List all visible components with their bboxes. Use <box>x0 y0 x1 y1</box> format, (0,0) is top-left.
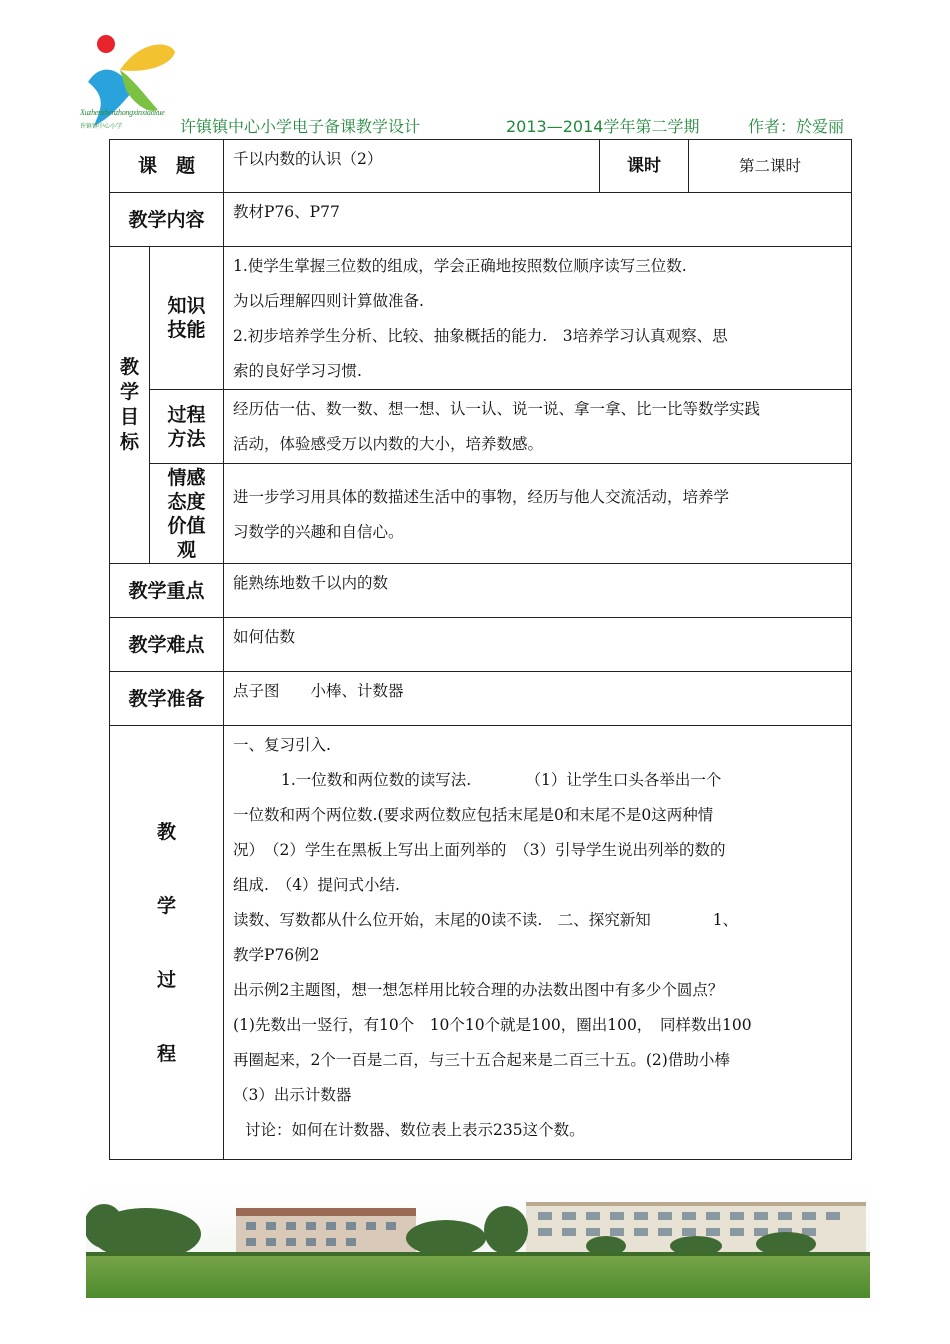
goal-label-attitude: 情感态度价值观 <box>150 464 224 564</box>
topic-label: 课 题 <box>110 140 224 193</box>
goal-line: 习数学的兴趣和自信心。 <box>233 522 404 541</box>
row-difficulty <box>110 618 852 672</box>
process-line: 组成. （4）提问式小结. <box>233 876 400 894</box>
goals-label: 教学目标 <box>110 247 150 564</box>
focus-value: 能熟练地数千以内的数 <box>224 564 852 618</box>
content-label: 教学内容 <box>110 193 224 247</box>
process-line: 出示例2主题图，想一想怎样用比较合理的办法数出图中有多少个圆点？ <box>233 981 724 999</box>
goal-line: 为以后理解四则计算做准备. <box>233 292 424 310</box>
goal-line: 1.使学生掌握三位数的组成，学会正确地按照数位顺序读写三位数. <box>233 257 687 275</box>
goal-line: 进一步学习用具体的数描述生活中的事物，经历与他人交流活动，培养学 <box>233 487 730 506</box>
process-line: 再圈起来，2个一百是二百，与三十五合起来是二百三十五。(2)借助小棒 <box>233 1051 730 1069</box>
goal-text-attitude <box>224 464 852 564</box>
difficulty-label: 教学难点 <box>110 618 224 672</box>
row-focus <box>110 564 852 618</box>
logo-red-dot <box>97 35 115 53</box>
page-header <box>180 114 870 138</box>
process-line: 一位数和两个两位数.(要求两位数应包括末尾是0和末尾不是0这两种情 <box>233 806 714 824</box>
goal-line: 经历估一估、数一数、想一想、认一认、说一说、拿一拿、比一比等数学实践 <box>233 400 761 418</box>
process-line: 教学P76例2 <box>233 946 320 964</box>
row-goal-process <box>110 390 852 464</box>
term-label: 2013—2014学年第二学期 <box>506 117 700 136</box>
process-text <box>224 726 852 1160</box>
goal-line: 2.初步培养学生分析、比较、抽象概括的能力. 3培养学习认真观察、思 <box>233 327 728 345</box>
row-process <box>110 726 852 1160</box>
goal-line: 索的良好学习习惯. <box>233 362 362 380</box>
row-prep <box>110 672 852 726</box>
doc-title: 许镇镇中心小学电子备课教学设计 <box>180 117 421 136</box>
goal-text-knowledge <box>224 247 852 390</box>
goal-line: 活动，体验感受万以内数的大小，培养数感。 <box>233 435 544 453</box>
process-line: 一、复习引入. <box>233 736 331 754</box>
difficulty-value: 如何估数 <box>224 618 852 672</box>
process-line: 1.一位数和两位数的读写法. （1）让学生口头各举出一个 <box>281 771 722 789</box>
goal-label-process: 过程方法 <box>150 390 224 464</box>
process-line: 讨论：如何在计数器、数位表上表示235这个数。 <box>245 1121 585 1139</box>
lesson-plan-table <box>109 139 852 1160</box>
process-line: 况） （2）学生在黑板上写出上面列举的 （3）引导学生说出列举的数的 <box>233 841 726 859</box>
process-line: (1)先数出一竖行，有10个 10个10个就是100，圈出100， 同样数出100 <box>233 1016 752 1034</box>
logo-caption-cn: 许镇镇中心小学 <box>80 123 123 130</box>
row-goal-attitude <box>110 464 852 564</box>
content-value: 教材P76、P77 <box>224 193 852 247</box>
author-label: 作者：於爱丽 <box>748 117 845 136</box>
process-line: （3）出示计数器 <box>233 1086 352 1104</box>
logo-caption-en: Xuzhenzhenzhongxinxiaoxue <box>80 108 165 117</box>
process-line: 读数、写数都从什么位开始，末尾的0读不读. 二、探究新知 1、 <box>233 911 739 929</box>
goal-label-knowledge: 知识技能 <box>150 247 224 390</box>
row-content <box>110 193 852 247</box>
prep-value: 点子图 小棒、计数器 <box>224 672 852 726</box>
campus-photo <box>86 1186 870 1298</box>
logo-yellow-wing <box>120 45 175 71</box>
row-goal-knowledge <box>110 247 852 390</box>
process-label: 教学过程 <box>110 726 224 1160</box>
topic-value: 千以内数的认识（2） <box>224 140 600 193</box>
prep-label: 教学准备 <box>110 672 224 726</box>
goal-text-process <box>224 390 852 464</box>
row-topic <box>110 140 852 193</box>
period-label: 课时 <box>600 140 689 193</box>
period-value: 第二课时 <box>689 140 852 193</box>
focus-label: 教学重点 <box>110 564 224 618</box>
